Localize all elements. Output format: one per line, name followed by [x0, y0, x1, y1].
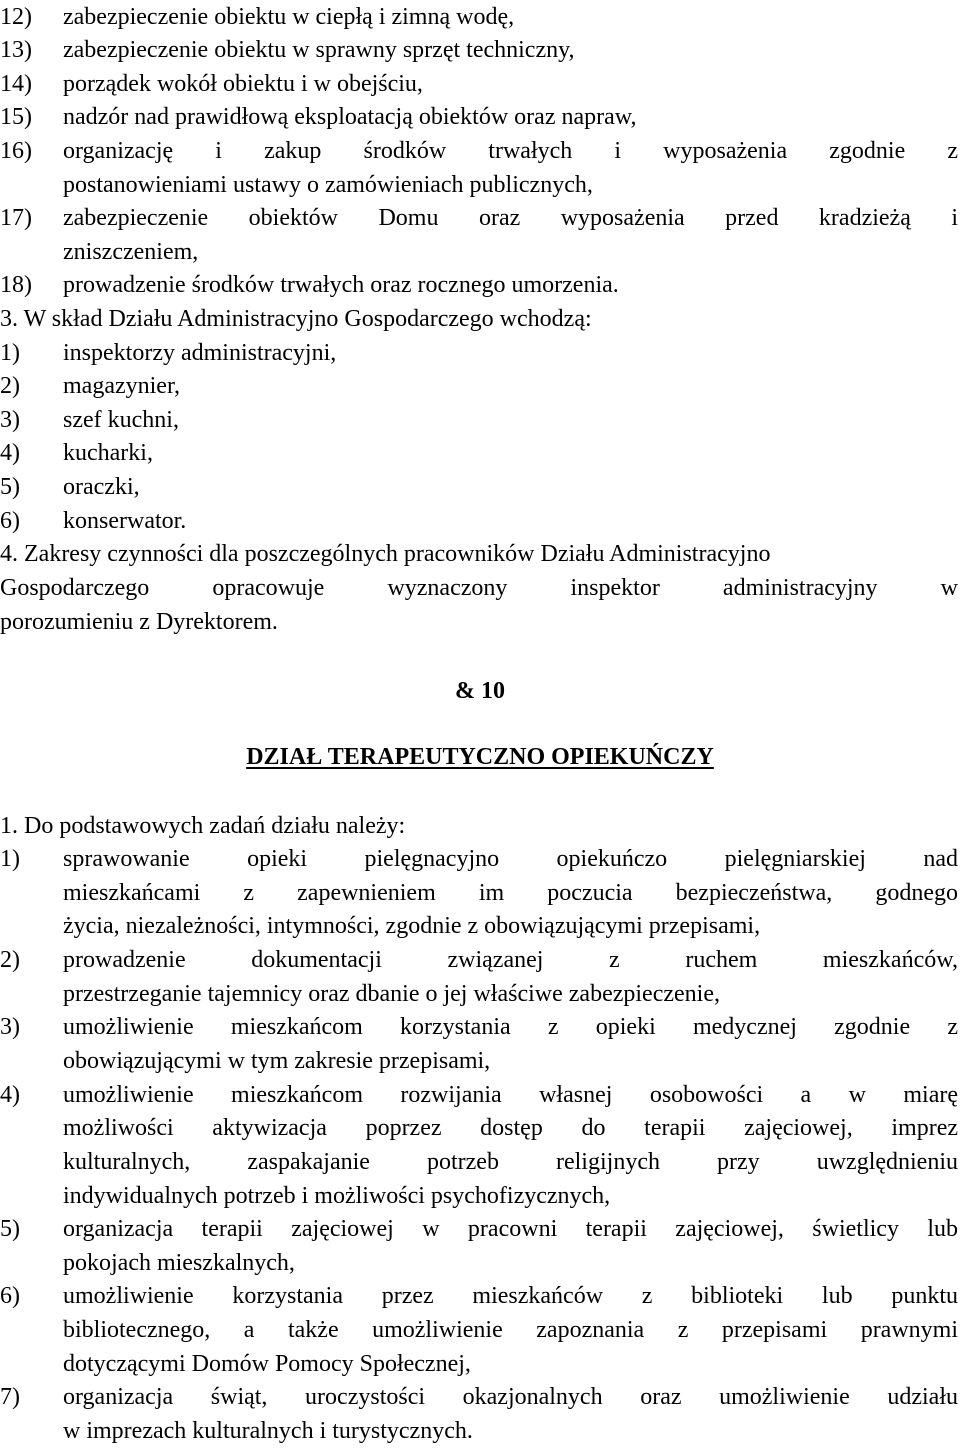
item-text: sprawowanie opieki pielęgnacyjno opiekuńczo pielęgniarskiej nad	[63, 846, 958, 872]
list-item	[0, 336, 958, 370]
item-continuation: życia, niezależności, intymności, zgodnie z obowiązującymi przepisami,	[63, 913, 761, 939]
point-4-text: Gospodarczego opracowuje wyznaczony inspektor administracyjny w	[0, 575, 958, 601]
item-text: prowadzenie środków trwałych oraz rocznego umorzenia.	[63, 272, 619, 298]
list-item	[0, 470, 958, 504]
item-text: porządek wokół obiektu i w obejściu,	[63, 71, 423, 97]
point-1-heading: 1. Do podstawowych zadań działu należy:	[0, 813, 406, 839]
item-number: 2)	[0, 373, 20, 399]
list-item	[0, 1279, 958, 1313]
item-text: nadzór nad prawidłową eksploatacją obiektów oraz napraw,	[63, 104, 637, 130]
section-title	[0, 740, 960, 774]
item-continuation: obowiązującymi w tym zakresie przepisami,	[63, 1048, 491, 1074]
list-item	[0, 842, 958, 876]
item-text: zabezpieczenie obiektu w ciepłą i zimną wodę,	[63, 4, 515, 30]
point-3-heading: 3. W skład Działu Administracyjno Gospodarczego wchodzą:	[0, 306, 592, 332]
item-continuation: w imprezach kulturalnych i turystycznych.	[63, 1418, 473, 1444]
point-4-text: porozumieniu z Dyrektorem.	[0, 609, 278, 635]
list-item	[0, 436, 958, 470]
item-continuation: kulturalnych, zaspakajanie potrzeb religijnych przy uwzględnieniu	[63, 1149, 958, 1175]
list-item	[0, 134, 958, 168]
list-item	[0, 201, 958, 235]
item-number: 7)	[0, 1384, 20, 1410]
item-text: organizacja świąt, uroczystości okazjonalnych oraz umożliwienie udziału	[63, 1384, 958, 1410]
item-number: 3)	[0, 1014, 20, 1040]
item-text: inspektorzy administracyjni,	[63, 340, 337, 366]
item-number: 4)	[0, 440, 20, 466]
item-continuation: przestrzeganie tajemnicy oraz dbanie o jej właściwe zabezpieczenie,	[63, 981, 720, 1007]
section-number: & 10	[455, 678, 505, 704]
item-number: 17)	[0, 205, 32, 231]
item-number: 2)	[0, 947, 20, 973]
item-continuation: możliwości aktywizacja poprzez dostęp do terapii zajęciowej, imprez	[63, 1115, 958, 1141]
item-text: szef kuchni,	[63, 407, 179, 433]
item-continuation: mieszkańcami z zapewnieniem im poczucia bezpieczeństwa, godnego	[63, 880, 958, 906]
item-number: 6)	[0, 1283, 20, 1309]
item-text: magazynier,	[63, 373, 180, 399]
section-title-text: DZIAŁ TERAPEUTYCZNO OPIEKUŃCZY	[246, 744, 714, 770]
list-item	[0, 268, 958, 302]
list-item	[0, 403, 958, 437]
item-number: 5)	[0, 1216, 20, 1242]
item-number: 4)	[0, 1082, 20, 1108]
item-text: umożliwienie korzystania przez mieszkańców z biblioteki lub punktu	[63, 1283, 958, 1309]
item-continuation: dotyczącymi Domów Pomocy Społecznej,	[63, 1351, 471, 1377]
item-number: 16)	[0, 138, 32, 164]
point-4-text: 4. Zakresy czynności dla poszczególnych pracowników Działu Administracyjno	[0, 541, 771, 567]
list-item	[0, 504, 958, 538]
item-text: zabezpieczenie obiektu w sprawny sprzęt techniczny,	[63, 37, 575, 63]
item-text: organizacja terapii zajęciowej w pracowni terapii zajęciowej, świetlicy lub	[63, 1216, 958, 1242]
list-item	[0, 1010, 958, 1044]
item-number: 14)	[0, 71, 32, 97]
item-number: 12)	[0, 4, 32, 30]
list-item	[0, 369, 958, 403]
list-item	[0, 67, 958, 101]
item-text: organizację i zakup środków trwałych i wyposażenia zgodnie z	[63, 138, 958, 164]
list-item	[0, 0, 958, 34]
item-text: kucharki,	[63, 440, 153, 466]
item-number: 6)	[0, 508, 20, 534]
item-continuation: zniszczeniem,	[63, 239, 199, 265]
item-text: oraczki,	[63, 474, 140, 500]
item-number: 5)	[0, 474, 20, 500]
item-text: konserwator.	[63, 508, 187, 534]
item-text: prowadzenie dokumentacji związanej z ruchem mieszkańców,	[63, 947, 958, 973]
list-item	[0, 1212, 958, 1246]
item-text: zabezpieczenie obiektów Domu oraz wyposażenia przed kradzieżą i	[63, 205, 958, 231]
item-continuation: indywidualnych potrzeb i możliwości psychofizycznych,	[63, 1183, 611, 1209]
item-number: 3)	[0, 407, 20, 433]
item-text: umożliwienie mieszkańcom rozwijania własnej osobowości a w miarę	[63, 1082, 958, 1108]
item-number: 1)	[0, 846, 20, 872]
item-number: 13)	[0, 37, 32, 63]
item-number: 18)	[0, 272, 32, 298]
list-item	[0, 943, 958, 977]
list-item	[0, 100, 958, 134]
list-item	[0, 1380, 958, 1414]
item-continuation: pokojach mieszkalnych,	[63, 1250, 295, 1276]
item-number: 15)	[0, 104, 32, 130]
item-continuation: postanowieniami ustawy o zamówieniach publicznych,	[63, 172, 593, 198]
item-text: umożliwienie mieszkańcom korzystania z opieki medycznej zgodnie z	[63, 1014, 958, 1040]
list-item	[0, 1078, 958, 1112]
list-item	[0, 33, 958, 67]
item-number: 1)	[0, 340, 20, 366]
item-continuation: bibliotecznego, a także umożliwienie zapoznania z przepisami prawnymi	[63, 1317, 958, 1343]
